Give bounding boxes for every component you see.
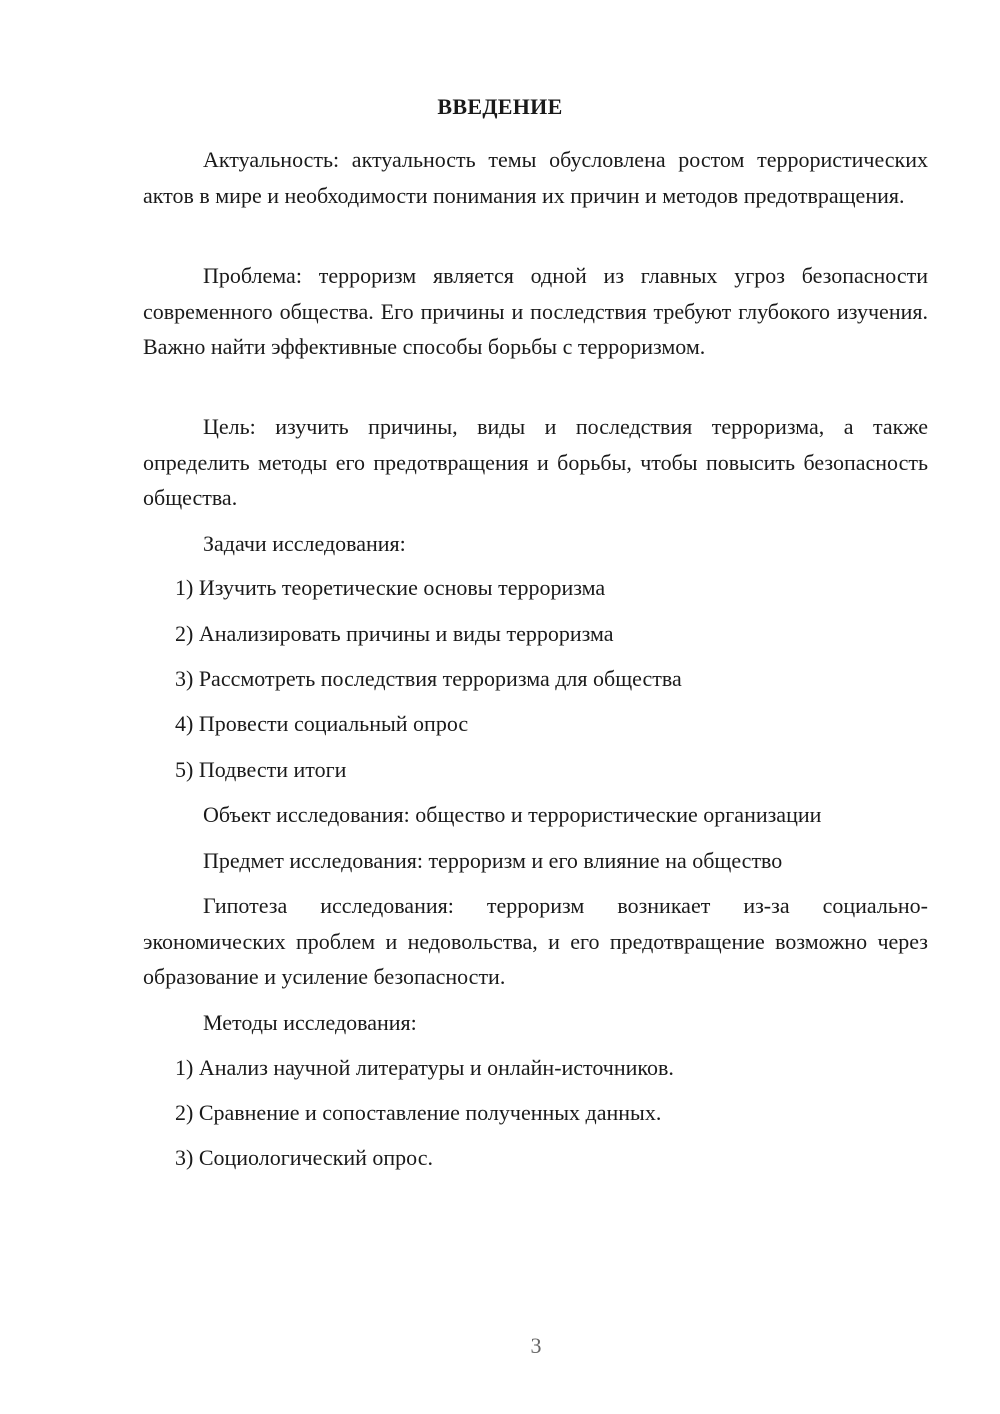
method-item: 2) Сравнение и сопоставление полученных данных.: [175, 1100, 662, 1125]
problem-paragraph: Проблема: терроризм является одной из главных угроз безопасности современного общества. Его причины и последствия требуют глубокого изучения. Важно найти эффективные способы борьбы с терроризмом.: [143, 263, 928, 359]
goal-paragraph: Цель: изучить причины, виды и последствия терроризма, а также определить методы его предотвращения и борьбы, чтобы повысить безопасность общества.: [143, 414, 928, 510]
page-title: ВВЕДЕНИЕ: [437, 94, 563, 119]
method-item: 1) Анализ научной литературы и онлайн-источников.: [175, 1055, 674, 1080]
task-item: 5) Подвести итоги: [175, 757, 347, 782]
tasks-heading: Задачи исследования:: [203, 531, 406, 556]
task-item: 1) Изучить теоретические основы терроризма: [175, 575, 606, 600]
relevance-paragraph: Актуальность: актуальность темы обусловлена ростом террористических актов в мире и необходимости понимания их причин и методов предотвращения.: [143, 147, 928, 208]
task-item: 4) Провести социальный опрос: [175, 711, 469, 736]
hypothesis-paragraph: Гипотеза исследования: терроризм возникает из-за социально-экономических проблем и недовольства, и его предотвращение возможно через образование и усиление безопасности.: [143, 893, 928, 989]
methods-heading: Методы исследования:: [203, 1010, 417, 1035]
task-item: 3) Рассмотреть последствия терроризма для общества: [175, 666, 682, 691]
task-item: 2) Анализировать причины и виды терроризма: [175, 621, 614, 646]
method-item: 3) Социологический опрос.: [175, 1145, 433, 1170]
object-paragraph: Объект исследования: общество и террористические организации: [203, 802, 822, 827]
subject-paragraph: Предмет исследования: терроризм и его влияние на общество: [203, 848, 783, 873]
page-number: 3: [530, 1333, 542, 1358]
